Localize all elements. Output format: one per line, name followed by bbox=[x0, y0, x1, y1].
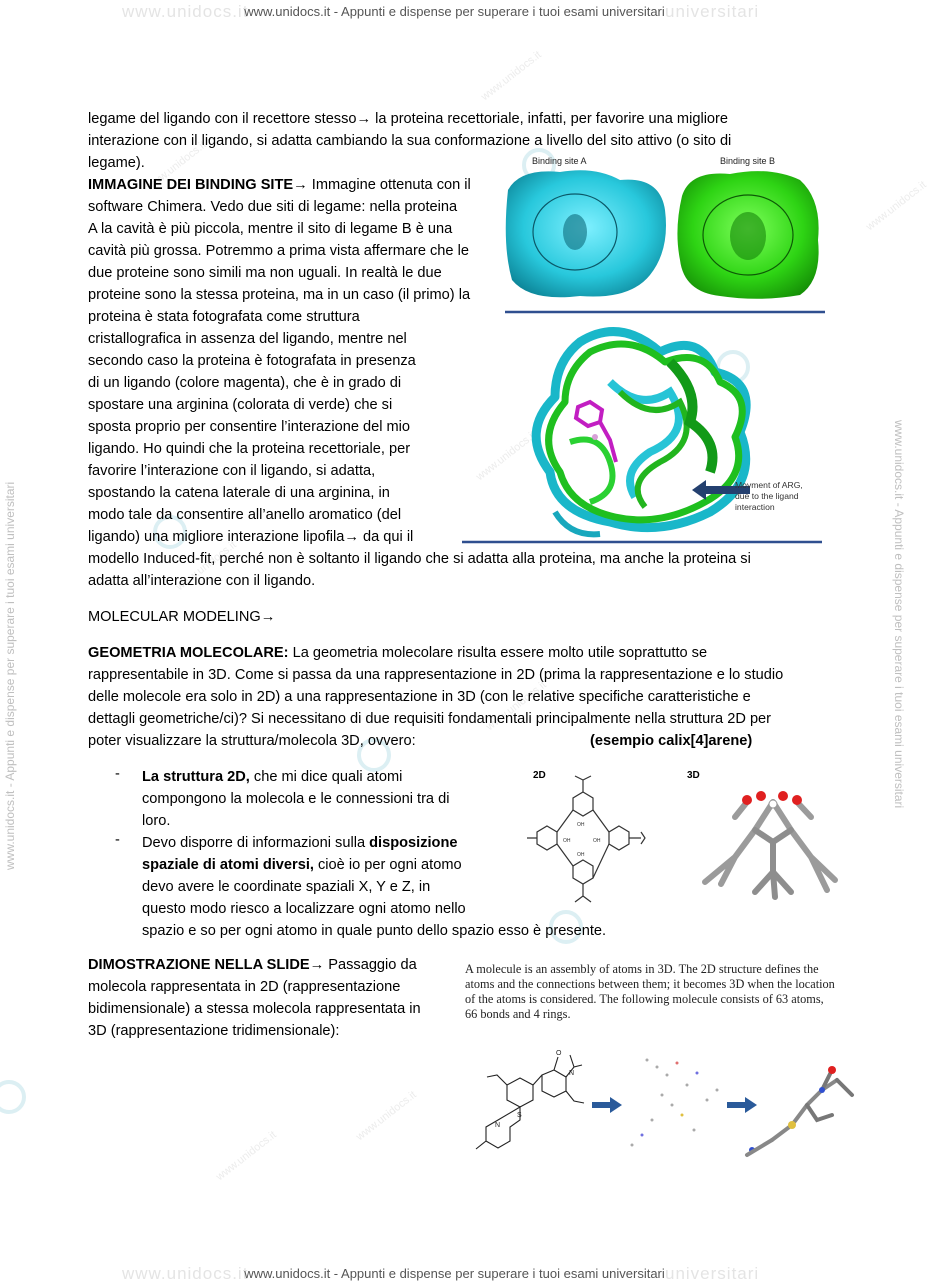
label-3d: 3D bbox=[687, 770, 700, 781]
header-ghost-right: universitari bbox=[665, 2, 760, 21]
bullet2-line1: Devo disporre di informazioni sulla disposizione bbox=[142, 835, 458, 851]
protein-ribbon-figure bbox=[460, 322, 825, 547]
svg-text:N: N bbox=[569, 1070, 575, 1077]
binding-line: cristallografica in assenza del ligando, mentre nel bbox=[88, 331, 407, 347]
arg-annotation-line1: Movment of ARG, bbox=[735, 480, 803, 490]
svg-text:N: N bbox=[495, 1122, 501, 1129]
molecule-3d bbox=[747, 1066, 852, 1155]
dimostrazione-heading: DIMOSTRAZIONE NELLA SLIDE→ bbox=[88, 957, 325, 973]
oh-label: OH bbox=[577, 822, 585, 828]
slide-caption: A molecule is an assembly of atoms in 3D. The 2D structure defines the atoms and the connections between them; it becomes 3D when the location of the atoms is considered. The following molecule consists of 63 atoms, 66 bonds and 4 rings. bbox=[465, 962, 835, 1021]
molecule-2d bbox=[476, 1050, 584, 1149]
page-footer: www.unidocs.it - Appunti e dispense per superare i tuoi esami universitari bbox=[244, 1266, 665, 1281]
binding-line: secondo caso la proteina è fotografata in presenza bbox=[88, 353, 416, 369]
binding-line: software Chimera. Vedo due siti di legame: nella proteina bbox=[88, 199, 458, 215]
bullet2-line4: questo modo riesco a localizzare ogni atomo nello bbox=[142, 901, 466, 917]
binding-line: favorire l’interazione con il ligando, si adatta, bbox=[88, 463, 376, 479]
svg-text:S: S bbox=[517, 1112, 522, 1119]
footer-ghost-left: www.unidocs.it bbox=[122, 1264, 249, 1283]
bullet2-line5: spazio e so per ogni atomo in quale punto dello spazio esso è presente. bbox=[142, 923, 607, 939]
watermark: www.unidocs.it bbox=[864, 178, 929, 234]
arg-annotation-line2: due to the ligand bbox=[735, 491, 799, 501]
svg-text:O: O bbox=[556, 1050, 562, 1057]
binding-line: proteina è stata fotografata come struttura bbox=[88, 309, 360, 325]
geometria-line3: delle molecole era solo in 2D) a una rappresentazione in 3D (con le relative specifiche caratteristiche e bbox=[88, 689, 751, 705]
bullet2-line3: devo avere le coordinate spaziali X, Y e Z, in bbox=[142, 879, 431, 895]
binding-line: adatta all’interazione con il ligando. bbox=[88, 573, 316, 589]
ligand-magenta bbox=[576, 402, 616, 462]
page-header: www.unidocs.it - Appunti e dispense per superare i tuoi esami universitari bbox=[244, 4, 665, 19]
binding-line: due proteine sono simili ma non uguali. In realtà le due bbox=[88, 265, 442, 281]
binding-line: sposta proprio per consentire l’interazione del mio bbox=[88, 419, 411, 435]
binding-line: di un ligando (colore magenta), che è in grado di bbox=[88, 375, 402, 391]
para1-line2: interazione con il ligando, si adatta cambiando la sua conformazione a livello del sito attivo (o sito di bbox=[88, 133, 732, 149]
watermark-logo bbox=[0, 1080, 26, 1114]
watermark: www.unidocs.it bbox=[144, 138, 209, 194]
label-2d: 2D bbox=[533, 770, 546, 781]
para1-line1: legame del ligando con il recettore stesso→ la proteina recettoriale, infatti, per favorire una migliore bbox=[88, 111, 729, 127]
watermark: www.unidocs.it bbox=[214, 1128, 279, 1184]
footer-ghost-right: universitari bbox=[665, 1264, 760, 1283]
para1-line3: legame). bbox=[88, 155, 145, 171]
binding-line: spostare una arginina (colorata di verde) che si bbox=[88, 397, 393, 413]
oh-label: OH bbox=[593, 838, 601, 844]
molecule-points bbox=[631, 1059, 719, 1147]
binding-line: ligando. Ho quindi che la proteina recettoriale, per bbox=[88, 441, 411, 457]
binding-site-surfaces-figure bbox=[500, 150, 830, 315]
bullet1-line3: loro. bbox=[142, 813, 171, 829]
arg-annotation-line3: interaction bbox=[735, 502, 775, 512]
bullet-dash: - bbox=[115, 832, 120, 848]
geometria-example: (esempio calix[4]arene) bbox=[590, 733, 753, 749]
binding-line: A la cavità è più piccola, mentre il sito di legame B è una bbox=[88, 221, 453, 237]
molecule-2d-to-3d-figure bbox=[462, 1045, 862, 1165]
binding-line: spostando la catena laterale di una arginina, in bbox=[88, 485, 390, 501]
watermark: www.unidocs.it bbox=[354, 1088, 419, 1144]
binding-heading: IMMAGINE DEI BINDING SITE→ bbox=[88, 177, 308, 193]
bullet-dash: - bbox=[115, 766, 120, 782]
dimostrazione-line3: bidimensionale) a stessa molecola rappresentata in bbox=[88, 1001, 421, 1017]
molecular-modeling-heading: MOLECULAR MODELING→ bbox=[88, 609, 276, 625]
oh-label: OH bbox=[563, 838, 571, 844]
bullet2-line2: spaziale di atomi diversi, cioè io per ogni atomo bbox=[142, 857, 462, 873]
watermark: www.unidocs.it bbox=[479, 48, 544, 104]
geometria-line4: dettagli geometriche/ci)? Si necessitano di due requisiti fondamentali principalmente nella struttura 2D per bbox=[88, 711, 772, 727]
dimostrazione-line2: molecola rappresentata in 2D (rappresentazione bbox=[88, 979, 401, 995]
calixarene-3d bbox=[705, 791, 835, 897]
binding-line: modo tale da consentire all’anello aromatico (del bbox=[88, 507, 402, 523]
side-watermark-left: www.unidocs.it - Appunti e dispense per superare i tuoi esami universitari bbox=[3, 481, 17, 870]
fig-label-binding-b: Binding site B bbox=[720, 156, 776, 166]
fig-label-binding-a: Binding site A bbox=[532, 156, 587, 166]
side-watermark-right: www.unidocs.it - Appunti e dispense per superare i tuoi esami universitari bbox=[892, 420, 906, 809]
geometria-line5: poter visualizzare la struttura/molecola 3D, ovvero: bbox=[88, 733, 416, 749]
calixarene-2d bbox=[527, 776, 645, 902]
watermark: www.unidocs.it bbox=[484, 678, 549, 734]
watermark: www.unidocs.it bbox=[174, 538, 239, 594]
calixarene-figure bbox=[525, 762, 855, 910]
watermark: www.unidocs.it bbox=[474, 428, 539, 484]
oh-label: OH bbox=[577, 852, 585, 858]
geometria-line2: rappresentabile in 3D. Come si passa da una rappresentazione in 2D (prima la rappresentazione e lo studio bbox=[88, 667, 784, 683]
bullet1-line1: La struttura 2D, che mi dice quali atomi bbox=[142, 769, 403, 785]
geometria-line1: GEOMETRIA MOLECOLARE: La geometria molecolare risulta essere molto utile soprattutto se bbox=[88, 645, 708, 661]
header-ghost-left: www.unidocs.it bbox=[122, 2, 249, 21]
binding-line-0: IMMAGINE DEI BINDING SITE→ Immagine ottenuta con il bbox=[88, 177, 471, 193]
binding-line: modello Induced-fit, perché non è soltanto il ligando che si adatta alla proteina, ma anche la proteina si bbox=[88, 551, 751, 567]
binding-line: ligando) una migliore interazione lipofila→ da qui il bbox=[88, 529, 414, 545]
binding-line: proteine sono la stessa proteina, ma in un caso (il primo) la bbox=[88, 287, 471, 303]
bullet1-line2: compongono la molecola e le connessioni tra di bbox=[142, 791, 450, 807]
dimostrazione-line1: DIMOSTRAZIONE NELLA SLIDE→ Passaggio da bbox=[88, 957, 417, 973]
binding-line: cavità più grossa. Potremmo a prima vista affermare che le bbox=[88, 243, 469, 259]
dimostrazione-line4: 3D (rappresentazione tridimensionale): bbox=[88, 1023, 340, 1039]
geometria-heading: GEOMETRIA MOLECOLARE: bbox=[88, 645, 289, 661]
